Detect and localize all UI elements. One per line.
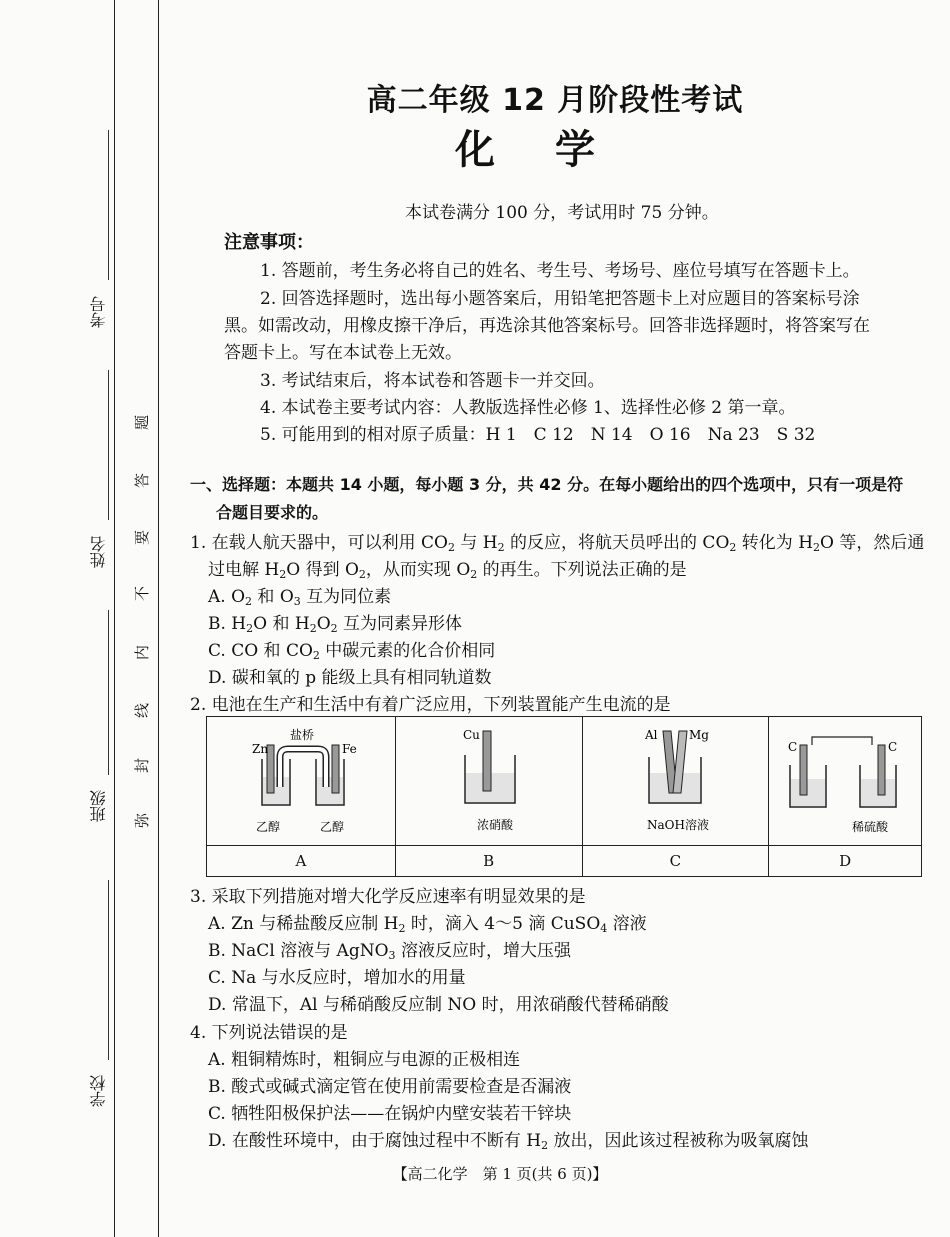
apparatus-a-left-solution: 乙醇: [255, 820, 280, 834]
seal-char: 线: [133, 702, 152, 719]
section-title: 一、选择题：本题共 14 小题，每小题 3 分，共 42 分。在每小题给出的四个选项中，只有一项是符: [190, 475, 904, 494]
note-5: 5. 可能用到的相对原子质量：H 1 C 12 N 14 O 16 Na 23 S 32: [260, 425, 816, 445]
apparatus-a-right-solution: 乙醇: [319, 820, 344, 834]
exam-number-label: 考号: [88, 296, 108, 328]
apparatus-b-label[interactable]: B: [395, 846, 582, 877]
q2-stem: 2. 电池在生产和生活中有着广泛应用，下列装置能产生电流的是: [190, 695, 671, 715]
name-field: [78, 536, 118, 572]
seal-char: 答: [133, 472, 152, 489]
q3-stem: 3. 采取下列措施对增大化学反应速率有明显效果的是: [190, 887, 586, 907]
note-2c: 答题卡上。写在本试卷上无效。: [224, 343, 462, 363]
apparatus-a-left-electrode: Zn: [251, 742, 268, 756]
name-label: 姓名: [88, 536, 108, 568]
school-field: [78, 1075, 118, 1111]
apparatus-a-right-electrode: Fe: [341, 742, 357, 756]
seal-char: 要: [133, 529, 152, 546]
note-4: 4. 本试卷主要考试内容：人教版选择性必修 1、选择性必修 2 第一章。: [260, 398, 796, 418]
apparatus-b[interactable]: [395, 717, 582, 846]
seal-char: 不: [133, 585, 152, 602]
graphite-electrodes-diagram: [770, 717, 920, 841]
al-mg-cell-diagram: [583, 717, 767, 841]
apparatus-d[interactable]: [769, 717, 922, 846]
q1-option-c[interactable]: C. CO 和 $CO_2$ 中碳元素的化合价相同: [208, 641, 496, 662]
class-field: [78, 790, 118, 826]
apparatus-c-left-electrode: Al: [645, 728, 658, 742]
q3-option-a[interactable]: A. Zn 与稀盐酸反应制 $H_2$ 时，滴入 4～5 滴 CuSO$_4$ 溶液: [208, 914, 647, 935]
q1-option-d[interactable]: D. 碳和氧的 p 能级上具有相同轨道数: [208, 668, 492, 688]
class-blank[interactable]: [108, 610, 109, 775]
q3-option-d[interactable]: D. 常温下，Al 与稀硝酸反应制 NO 时，用浓硝酸代替稀硝酸: [208, 995, 669, 1015]
note-1: 1. 答题前，考生务必将自己的姓名、考生号、考场号、座位号填写在答题卡上。: [260, 261, 860, 281]
note-3: 3. 考试结束后，将本试卷和答题卡一并交回。: [260, 371, 605, 391]
seal-char: 封: [133, 757, 152, 774]
q4-option-c[interactable]: C. 牺牲阳极保护法——在锅炉内壁安装若干锌块: [208, 1104, 572, 1124]
apparatus-a[interactable]: [207, 717, 396, 846]
q1-stem-cont: 过电解 $H_2O$ 得到 $O_2$，从而实现 $O_2$ 的再生。下列说法正确的是: [208, 560, 687, 581]
subject-title: 化学: [455, 127, 655, 173]
exam-title: 高二年级 12 月阶段性考试: [366, 83, 744, 118]
apparatus-d-label[interactable]: D: [769, 846, 922, 877]
page-footer: 【高二化学 第 1 页(共 6 页)】: [392, 1165, 608, 1183]
q3-option-b[interactable]: B. NaCl 溶液与 AgNO$_3$ 溶液反应时，增大压强: [208, 941, 571, 962]
apparatus-c[interactable]: [582, 717, 769, 846]
name-blank[interactable]: [108, 370, 109, 520]
q1-stem: 1. 在载人航天器中，可以利用 $CO_2$ 与 $H_2$ 的反应，将航天员呼出的 $CO_2$ 转化为 $H_2O$ 等，然后通: [190, 533, 925, 554]
apparatus-c-right-electrode: Mg: [689, 728, 710, 742]
apparatus-a-label[interactable]: A: [207, 846, 396, 877]
galvanic-cell-salt-bridge-diagram: [208, 717, 394, 841]
apparatus-d-left-electrode: C: [788, 740, 798, 754]
school-blank[interactable]: [108, 880, 109, 1060]
notes-heading: 注意事项：: [224, 232, 314, 253]
apparatus-c-solution: NaOH溶液: [647, 818, 710, 832]
q3-option-c[interactable]: C. Na 与水反应时，增加水的用量: [208, 968, 466, 988]
q4-option-a[interactable]: A. 粗铜精炼时，粗铜应与电源的正极相连: [208, 1050, 521, 1070]
section-title-cont: 合题目要求的。: [216, 503, 329, 522]
class-label: 班级: [88, 790, 108, 822]
q2-apparatus-table: [206, 716, 922, 877]
q4-option-d[interactable]: D. 在酸性环境中，由于腐蚀过程中不断有 $H_2$ 放出，因此该过程被称为吸氧腐蚀: [208, 1131, 809, 1152]
apparatus-d-right-electrode: C: [888, 740, 898, 754]
seal-char: 内: [133, 644, 152, 661]
q4-option-b[interactable]: B. 酸式或碱式滴定管在使用前需要检查是否漏液: [208, 1077, 572, 1097]
seal-char: 题: [133, 414, 152, 431]
q1-option-a[interactable]: A. $O_2$ 和 $O_3$ 互为同位素: [208, 587, 392, 608]
seal-char: 弥: [133, 812, 152, 829]
apparatus-b-electrode: Cu: [462, 728, 480, 742]
apparatus-d-solution: 稀硫酸: [852, 820, 889, 834]
q1-option-b[interactable]: B. $H_2O$ 和 $H_2O_2$ 互为同素异形体: [208, 614, 463, 635]
note-2a: 2. 回答选择题时，选出每小题答案后，用铅笔把答题卡上对应题目的答案标号涂: [260, 289, 860, 309]
note-2b: 黑。如需改动，用橡皮擦干净后，再选涂其他答案标号。回答非选择题时，将答案写在: [224, 316, 870, 336]
q4-stem: 4. 下列说法错误的是: [190, 1023, 348, 1043]
binding-line-outer: [114, 0, 115, 1237]
exam-info: 本试卷满分 100 分，考试用时 75 分钟。: [405, 203, 719, 223]
exam-number-field: [78, 296, 118, 332]
binding-line-inner: [158, 0, 159, 1237]
apparatus-a-bridge: 盐桥: [289, 728, 314, 742]
single-electrode-beaker-diagram: [397, 717, 581, 841]
school-label: 学校: [88, 1075, 108, 1107]
apparatus-c-label[interactable]: C: [582, 846, 769, 877]
apparatus-b-solution: 浓硝酸: [476, 818, 513, 832]
